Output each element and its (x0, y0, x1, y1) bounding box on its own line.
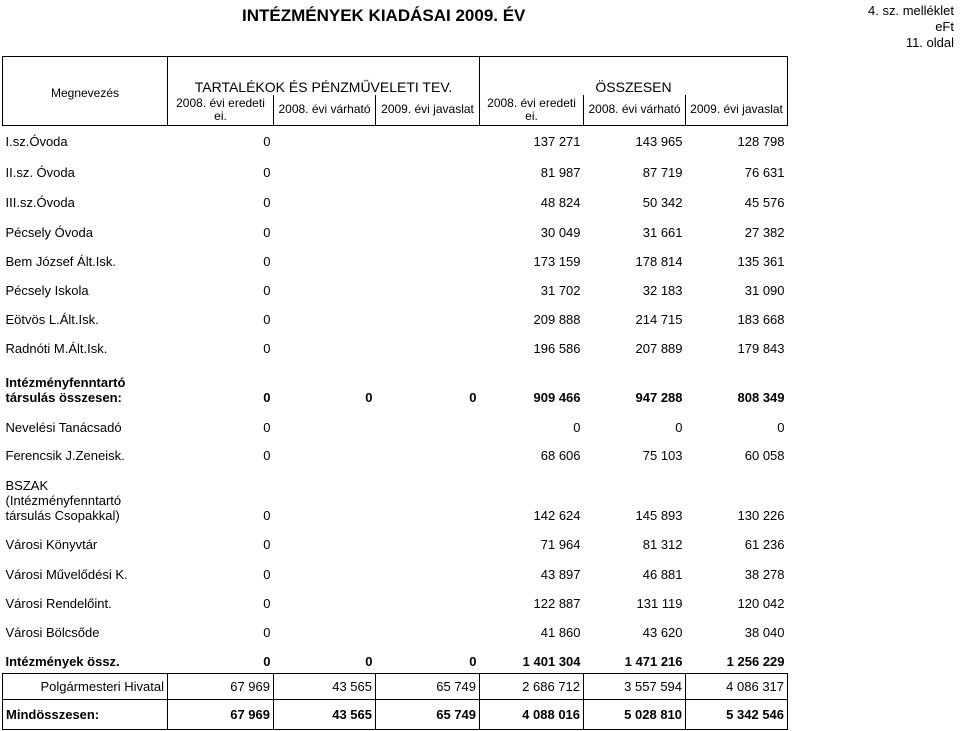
table-row (3, 527, 788, 556)
cell-value (376, 184, 480, 214)
cell-value: 0 (263, 507, 271, 523)
cell-value: 808 349 (737, 389, 785, 405)
cell-value (376, 214, 480, 244)
cell-value: 1 256 229 (726, 654, 785, 669)
cell-value: 0 (469, 654, 477, 669)
row-name: Radnóti M.Ált.Isk. (5, 340, 108, 356)
cell-value: 0 (263, 194, 271, 210)
cell-value: 209 888 (533, 311, 581, 327)
cell-value: 173 159 (533, 253, 581, 269)
cell-value: 178 814 (635, 253, 683, 269)
cell-value: 81 987 (540, 164, 581, 180)
cell-value (376, 244, 480, 273)
cell-value: 38 040 (744, 624, 785, 640)
cell-value: 5 342 546 (686, 700, 788, 730)
cell-value (376, 527, 480, 556)
annex-number: 4. sz. melléklet (868, 3, 954, 18)
cell-value: 0 (263, 133, 271, 149)
cell-value: 67 969 (168, 700, 274, 730)
row-name: Mindösszesen: (3, 700, 168, 730)
cell-value: 909 466 (533, 389, 581, 405)
cell-value: 31 702 (540, 282, 581, 298)
cell-value (274, 556, 376, 586)
cell-value (376, 273, 480, 302)
cell-value (376, 126, 480, 153)
table-row (3, 556, 788, 586)
expenditure-table (2, 56, 788, 730)
cell-value (274, 302, 376, 331)
cell-value: 137 271 (533, 133, 581, 149)
header-group-total: ÖSSZESEN (480, 57, 788, 95)
cell-value: 0 (263, 536, 271, 552)
table-row (3, 439, 788, 467)
cell-value: 1 401 304 (522, 654, 581, 669)
cell-value: 142 624 (533, 507, 581, 523)
cell-value: 32 183 (642, 282, 683, 298)
cell-value: 122 887 (533, 595, 581, 611)
cell-value: 43 620 (642, 624, 683, 640)
cell-value: 43 565 (274, 674, 376, 700)
cell-value: 0 (365, 654, 373, 669)
header-col: 2008. évi eredeti ei. (480, 95, 584, 126)
page-title: INTÉZMÉNYEK KIADÁSAI 2009. ÉV (242, 6, 526, 25)
cell-value: 3 557 594 (584, 674, 686, 700)
cell-value (376, 556, 480, 586)
header-col: 2009. évi javaslat (686, 95, 788, 126)
cell-value: 31 090 (744, 282, 785, 298)
row-name: II.sz. Óvoda (5, 164, 75, 180)
cell-value: 179 843 (737, 340, 785, 356)
currency-unit: eFt (935, 19, 954, 34)
table-row (3, 700, 788, 730)
cell-value: 0 (469, 389, 477, 405)
cell-value: 65 749 (376, 674, 480, 700)
table-row (3, 302, 788, 331)
row-name: Városi Bölcsőde (5, 624, 100, 640)
row-name: Pécsely Iskola (5, 282, 89, 298)
header-col: 2009. évi javaslat (376, 95, 480, 126)
cell-value: 46 881 (642, 566, 683, 582)
cell-value: 31 661 (642, 224, 683, 240)
header-col: 2008. évi várható (274, 95, 376, 126)
table-row (3, 331, 788, 360)
page-number: 11. oldal (905, 35, 954, 50)
cell-value (274, 527, 376, 556)
cell-value (376, 153, 480, 184)
table-row (3, 674, 788, 700)
cell-value: 76 631 (744, 164, 785, 180)
cell-value: 81 312 (642, 536, 683, 552)
cell-value (274, 409, 376, 439)
cell-value: 0 (675, 419, 683, 435)
cell-value (376, 467, 480, 527)
cell-value: 38 278 (744, 566, 785, 582)
cell-value (274, 153, 376, 184)
cell-value: 41 860 (540, 624, 581, 640)
cell-value: 0 (263, 595, 271, 611)
cell-value: 43 565 (274, 700, 376, 730)
cell-value (376, 331, 480, 360)
table-row (3, 586, 788, 615)
cell-value (376, 586, 480, 615)
cell-value: 0 (263, 340, 271, 356)
cell-value: 947 288 (635, 389, 683, 405)
cell-value: 1 471 216 (624, 654, 683, 669)
cell-value: 0 (263, 447, 271, 463)
table-row (3, 467, 788, 527)
cell-value (274, 184, 376, 214)
cell-value: 0 (263, 311, 271, 327)
cell-value: 0 (263, 224, 271, 240)
row-name: Intézmények össz. (5, 654, 120, 669)
cell-value: 196 586 (533, 340, 581, 356)
table-row (3, 214, 788, 244)
row-name: Nevelési Tanácsadó (5, 419, 122, 435)
table-row (3, 153, 788, 184)
cell-value (274, 615, 376, 644)
cell-value: 45 576 (744, 194, 785, 210)
cell-value (274, 273, 376, 302)
row-name: BSZAK (Intézményfenntartó társulás Csopakkal) (5, 477, 122, 523)
cell-value: 183 668 (737, 311, 785, 327)
table-row (3, 615, 788, 644)
row-name: Eötvös L.Ált.Isk. (5, 311, 99, 327)
cell-value: 87 719 (642, 164, 683, 180)
cell-value: 0 (777, 419, 785, 435)
cell-value: 5 028 810 (584, 700, 686, 730)
cell-value: 68 606 (540, 447, 581, 463)
cell-value: 0 (573, 419, 581, 435)
header-group-reserves: TARTALÉKOK ÉS PÉNZMŰVELETI TEV. (168, 57, 480, 95)
cell-value: 48 824 (540, 194, 581, 210)
cell-value (274, 586, 376, 615)
cell-value (274, 126, 376, 153)
row-name: Városi Rendelőint. (5, 595, 112, 611)
cell-value: 4 088 016 (480, 700, 584, 730)
table-row (3, 126, 788, 153)
cell-value: 0 (263, 253, 271, 269)
table-row (3, 409, 788, 439)
cell-value: 135 361 (737, 253, 785, 269)
table-row (3, 273, 788, 302)
cell-value: 4 086 317 (686, 674, 788, 700)
cell-value (274, 214, 376, 244)
cell-value: 0 (263, 566, 271, 582)
cell-value: 143 965 (635, 133, 683, 149)
cell-value: 207 889 (635, 340, 683, 356)
cell-value: 75 103 (642, 447, 683, 463)
row-name: III.sz.Óvoda (5, 194, 75, 210)
cell-value (274, 244, 376, 273)
cell-value: 214 715 (635, 311, 683, 327)
cell-value: 67 969 (168, 674, 274, 700)
cell-value: 0 (263, 419, 271, 435)
annex-note (868, 3, 954, 51)
row-name: Bem József Ált.Isk. (5, 253, 117, 269)
cell-value: 27 382 (744, 224, 785, 240)
cell-value: 120 042 (737, 595, 785, 611)
header-col: 2008. évi várható (584, 95, 686, 126)
cell-value: 43 897 (540, 566, 581, 582)
row-name: Pécsely Óvoda (5, 224, 93, 240)
table-row (3, 644, 788, 674)
cell-value (376, 439, 480, 467)
cell-value: 65 749 (376, 700, 480, 730)
cell-value (274, 439, 376, 467)
row-name: Városi Művelődési K. (5, 566, 128, 582)
cell-value: 0 (263, 654, 271, 669)
cell-value: 60 058 (744, 447, 785, 463)
header-col: 2008. évi eredeti ei. (168, 95, 274, 126)
table-row (3, 360, 788, 409)
cell-value (376, 615, 480, 644)
header-name: Megnevezés (3, 57, 168, 126)
cell-value: 130 226 (737, 507, 785, 523)
cell-value (274, 331, 376, 360)
cell-value: 0 (263, 282, 271, 298)
cell-value: 0 (365, 389, 373, 405)
cell-value: 131 119 (636, 595, 683, 611)
cell-value (376, 302, 480, 331)
cell-value: 50 342 (642, 194, 683, 210)
row-name: Városi Könyvtár (5, 536, 98, 552)
row-name: I.sz.Óvoda (5, 133, 68, 149)
table-row (3, 244, 788, 273)
cell-value: 2 686 712 (480, 674, 584, 700)
cell-value: 71 964 (540, 536, 581, 552)
cell-value: 30 049 (540, 224, 581, 240)
cell-value: 61 236 (744, 536, 785, 552)
cell-value (376, 409, 480, 439)
cell-value: 128 798 (737, 133, 785, 149)
cell-value: 0 (263, 164, 271, 180)
row-name: Intézményfenntartó társulás összesen: (5, 374, 126, 405)
row-name: Polgármesteri Hivatal (3, 674, 168, 700)
cell-value: 0 (263, 624, 271, 640)
cell-value (274, 467, 376, 527)
table-row (3, 184, 788, 214)
cell-value: 0 (263, 389, 271, 405)
row-name: Ferencsik J.Zeneisk. (5, 447, 125, 463)
cell-value: 145 893 (635, 507, 683, 523)
